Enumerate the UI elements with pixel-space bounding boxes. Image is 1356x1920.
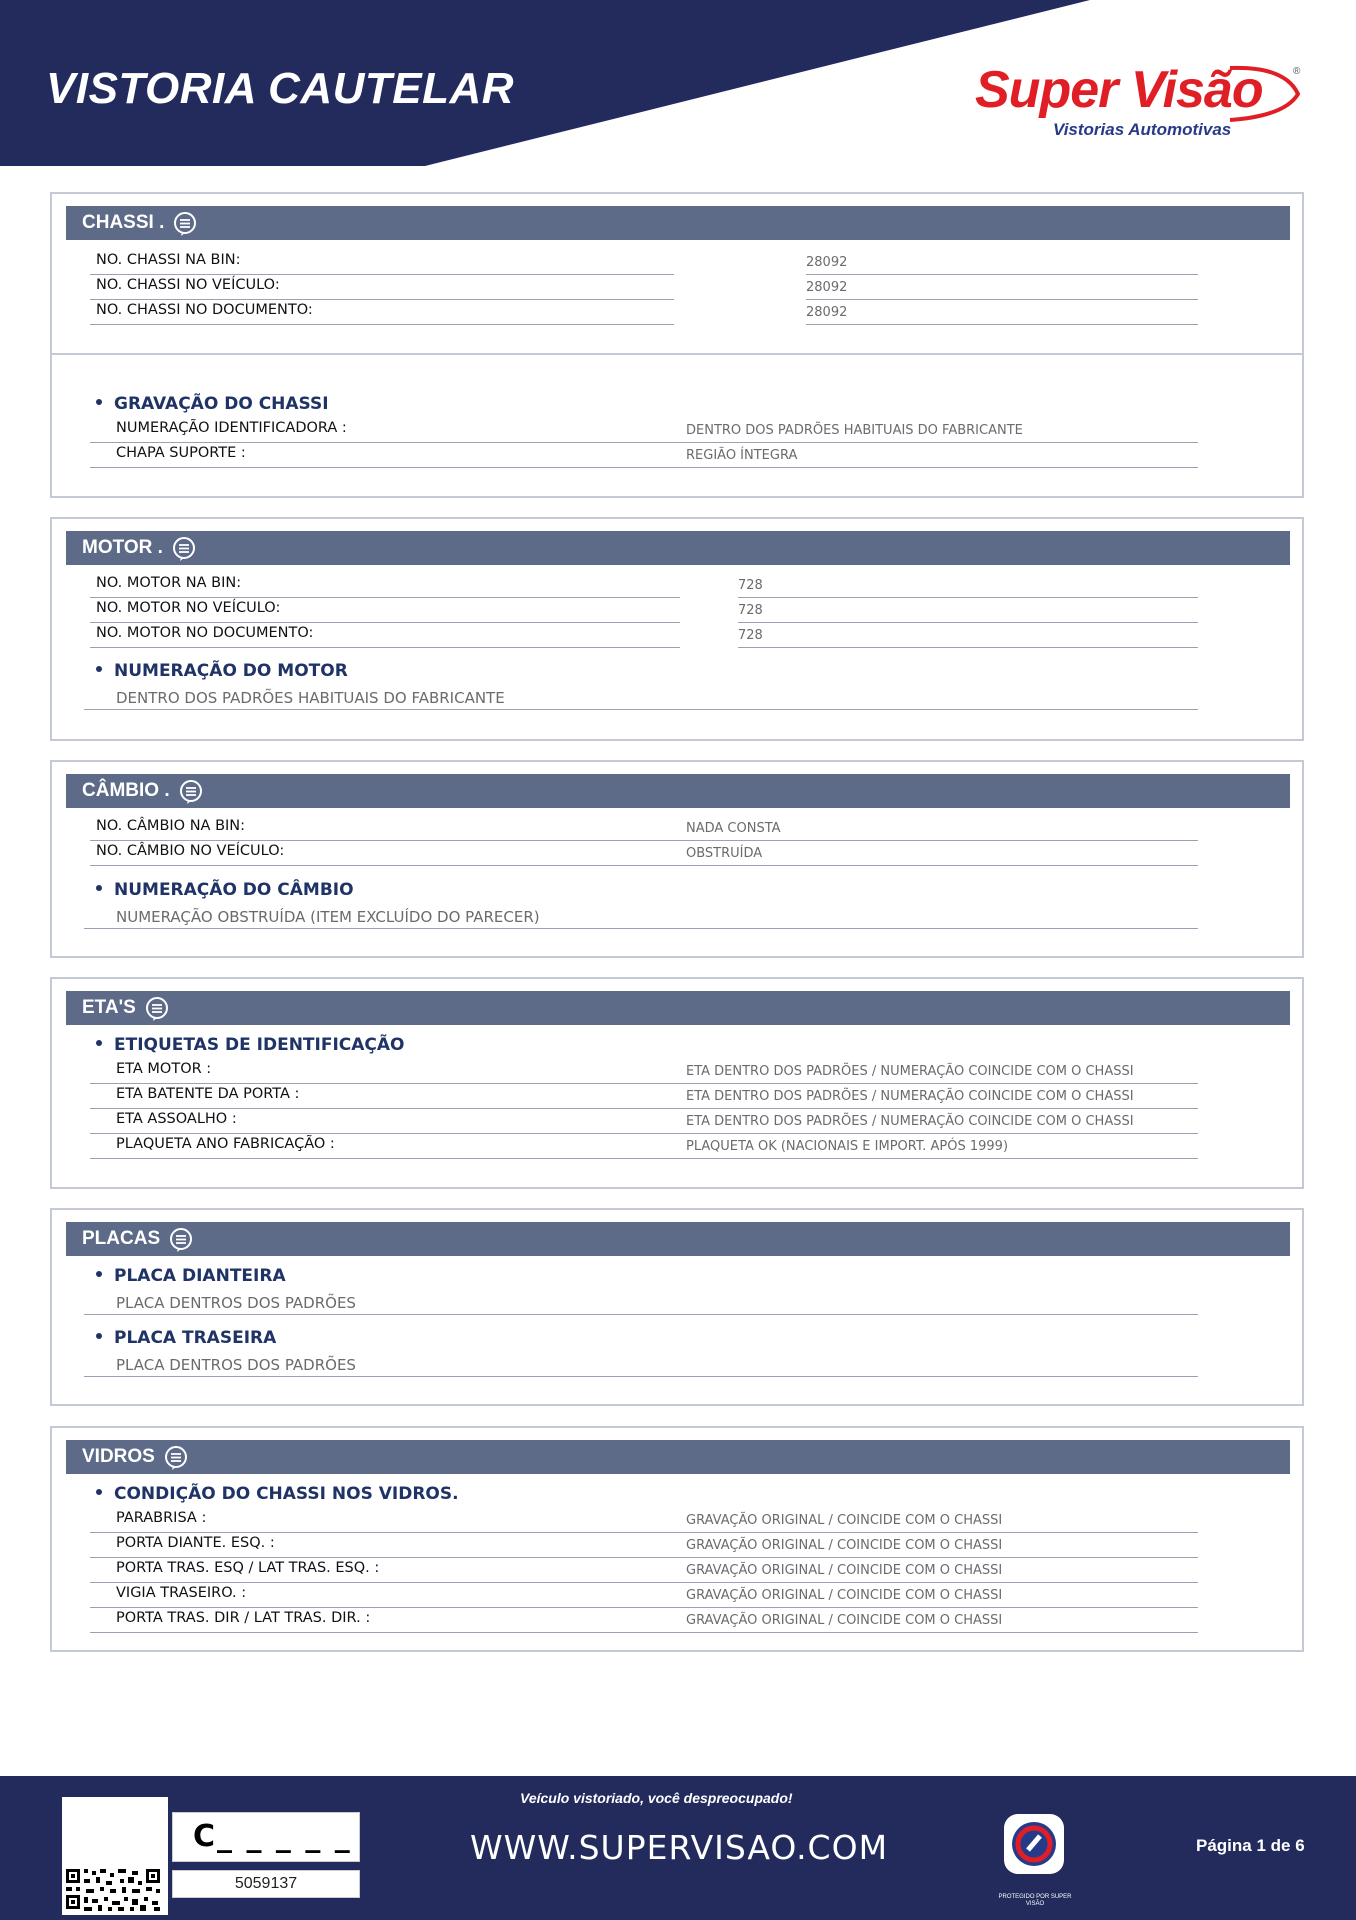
divider (90, 1158, 680, 1159)
etas-section (50, 977, 1304, 1189)
field-value: GRAVAÇÃO ORIGINAL / COINCIDE COM O CHASSI (686, 1588, 1003, 1603)
field-value: GRAVAÇÃO ORIGINAL / COINCIDE COM O CHASSI (686, 1538, 1003, 1553)
motor-row (96, 600, 1246, 624)
comment-icon[interactable] (163, 1444, 189, 1470)
motor-row (96, 625, 1246, 649)
gravacao-row (116, 445, 1246, 469)
divider (90, 1532, 680, 1533)
logo-text: Super Visão (975, 61, 1263, 119)
divider (680, 865, 1198, 866)
motor-section (50, 517, 1304, 741)
field-label: NO. CHASSI NA BIN: (96, 252, 241, 268)
eta-row (116, 1136, 1246, 1160)
bullet-title: NUMERAÇÃO DO CÂMBIO (96, 880, 354, 900)
note-text: DENTRO DOS PADRÕES HABITUAIS DO FABRICANTE (116, 689, 505, 707)
gravacao-row (116, 420, 1246, 444)
field-value: NADA CONSTA (686, 821, 781, 836)
website-link[interactable]: WWW.SUPERVISAO.COM (470, 1828, 889, 1867)
divider (680, 1133, 1198, 1134)
page-footer (0, 1776, 1356, 1920)
divider (90, 274, 674, 275)
page-header (0, 0, 1356, 166)
shield-badge-icon (1000, 1814, 1070, 1906)
eta-row (116, 1061, 1246, 1085)
divider (680, 442, 1198, 443)
bullet-title: PLACA TRASEIRA (96, 1328, 276, 1348)
field-value: PLAQUETA OK (NACIONAIS E IMPORT. APÓS 1999) (686, 1139, 1009, 1154)
motor-header (66, 531, 1290, 565)
field-label: PORTA TRAS. DIR / LAT TRAS. DIR. : (116, 1610, 371, 1626)
divider (90, 1133, 680, 1134)
document-title: VISTORIA CAUTELAR (46, 64, 515, 113)
field-label: NO. MOTOR NA BIN: (96, 575, 242, 591)
logo-subtitle: Vistorias Automotivas (1053, 120, 1232, 139)
motor-title: MOTOR . (82, 537, 163, 558)
report-number: 5059137 (172, 1870, 360, 1898)
field-label: VIGIA TRASEIRO. : (116, 1585, 247, 1601)
divider (84, 709, 1198, 710)
divider (90, 622, 680, 623)
field-value: 728 (738, 603, 763, 618)
field-label: PORTA TRAS. ESQ / LAT TRAS. ESQ. : (116, 1560, 380, 1576)
chassi-row (96, 302, 1246, 326)
vidro-row (116, 1510, 1246, 1534)
divider (90, 1607, 680, 1608)
note-text: PLACA DENTROS DOS PADRÕES (116, 1294, 356, 1312)
field-value: 28092 (806, 305, 848, 320)
field-label: ETA MOTOR : (116, 1061, 212, 1077)
placas-header (66, 1222, 1290, 1256)
divider (90, 647, 680, 648)
bullet-title: ETIQUETAS DE IDENTIFICAÇÃO (96, 1035, 405, 1055)
divider (680, 1582, 1198, 1583)
bullet-title: CONDIÇÃO DO CHASSI NOS VIDROS. (96, 1484, 459, 1504)
divider (680, 1108, 1198, 1109)
divider (90, 1083, 680, 1084)
page-number: Página 1 de 6 (1196, 1836, 1305, 1855)
eye-icon (1190, 64, 1300, 124)
qr-code[interactable] (62, 1797, 168, 1915)
divider (90, 1632, 680, 1633)
field-label: NO. MOTOR NO VEÍCULO: (96, 600, 281, 616)
footer-slogan: Veículo vistoriado, você despreocupado! (520, 1790, 793, 1806)
divider (84, 1314, 1198, 1315)
cambio-row (96, 843, 1246, 867)
divider (738, 647, 1198, 648)
field-label: PARABRISA : (116, 1510, 207, 1526)
divider (90, 442, 680, 443)
etas-header (66, 991, 1290, 1025)
divider (90, 840, 680, 841)
field-value: OBSTRUÍDA (686, 846, 763, 861)
section-divider (52, 353, 1302, 355)
field-label: NUMERAÇÃO IDENTIFICADORA : (116, 420, 347, 436)
qr-code-icon (62, 1797, 168, 1915)
comment-icon[interactable] (171, 535, 197, 561)
cambio-title: CÂMBIO . (82, 780, 170, 801)
field-label: CHAPA SUPORTE : (116, 445, 246, 461)
chassi-row (96, 277, 1246, 301)
divider (680, 1083, 1198, 1084)
field-label: NO. CÂMBIO NO VEÍCULO: (96, 843, 285, 859)
divider (84, 928, 1198, 929)
divider (90, 1582, 680, 1583)
chassi-header (66, 206, 1290, 240)
divider (806, 299, 1198, 300)
cambio-header (66, 774, 1290, 808)
etas-title: ETA'S (82, 997, 136, 1018)
comment-icon[interactable] (168, 1226, 194, 1252)
divider (90, 324, 674, 325)
bullet-title: PLACA DIANTEIRA (96, 1266, 286, 1286)
registered-mark: ® (1293, 66, 1301, 77)
divider (680, 840, 1198, 841)
field-value: 28092 (806, 280, 848, 295)
divider (90, 865, 680, 866)
chassi-row (96, 252, 1246, 276)
divider (806, 324, 1198, 325)
divider (84, 1376, 1198, 1377)
field-label: NO. CHASSI NO VEÍCULO: (96, 277, 280, 293)
field-value: DENTRO DOS PADRÕES HABITUAIS DO FABRICANTE (686, 423, 1023, 438)
divider (90, 467, 680, 468)
field-label: NO. MOTOR NO DOCUMENTO: (96, 625, 314, 641)
vidro-row (116, 1585, 1246, 1609)
divider (90, 299, 674, 300)
field-value: ETA DENTRO DOS PADRÕES / NUMERAÇÃO COINCIDE COM O CHASSI (686, 1089, 1134, 1104)
comment-icon[interactable] (144, 995, 170, 1021)
field-value: 728 (738, 578, 763, 593)
super-visao-logo (975, 60, 1305, 150)
vidros-header (66, 1440, 1290, 1474)
field-label: PORTA DIANTE. ESQ. : (116, 1535, 275, 1551)
field-label: ETA ASSOALHO : (116, 1111, 237, 1127)
divider (680, 1532, 1198, 1533)
field-label: ETA BATENTE DA PORTA : (116, 1086, 300, 1102)
divider (90, 1557, 680, 1558)
vidros-title: VIDROS (82, 1446, 155, 1467)
eta-row (116, 1086, 1246, 1110)
vidro-row (116, 1610, 1246, 1634)
chassi-title: CHASSI . (82, 212, 165, 233)
divider (680, 467, 1198, 468)
field-value: GRAVAÇÃO ORIGINAL / COINCIDE COM O CHASSI (686, 1513, 1003, 1528)
comment-icon[interactable] (178, 778, 204, 804)
vehicle-code: C_ _ _ _ _ (172, 1812, 360, 1862)
field-value: ETA DENTRO DOS PADRÕES / NUMERAÇÃO COINCIDE COM O CHASSI (686, 1114, 1134, 1129)
eta-row (116, 1111, 1246, 1135)
bullet-title: GRAVAÇÃO DO CHASSI (96, 394, 329, 414)
field-value: 28092 (806, 255, 848, 270)
field-label: NO. CÂMBIO NA BIN: (96, 818, 246, 834)
comment-icon[interactable] (172, 210, 198, 236)
vidro-row (116, 1560, 1246, 1584)
placas-section (50, 1208, 1304, 1406)
vidros-section (50, 1426, 1304, 1652)
field-label: NO. CHASSI NO DOCUMENTO: (96, 302, 313, 318)
divider (806, 274, 1198, 275)
vidro-row (116, 1535, 1246, 1559)
motor-row (96, 575, 1246, 599)
note-text: NUMERAÇÃO OBSTRUÍDA (ITEM EXCLUÍDO DO PARECER) (116, 908, 540, 926)
note-text: PLACA DENTROS DOS PADRÕES (116, 1356, 356, 1374)
divider (738, 622, 1198, 623)
divider (680, 1158, 1198, 1159)
badge-caption: PROTEGIDO POR SUPER VISÃO (998, 1894, 1072, 1907)
field-value: 728 (738, 628, 763, 643)
field-value: ETA DENTRO DOS PADRÕES / NUMERAÇÃO COINCIDE COM O CHASSI (686, 1064, 1134, 1079)
cambio-section (50, 760, 1304, 958)
divider (680, 1632, 1198, 1633)
divider (680, 1607, 1198, 1608)
chassi-section (50, 192, 1304, 498)
bullet-title: NUMERAÇÃO DO MOTOR (96, 661, 348, 681)
placas-title: PLACAS (82, 1228, 161, 1249)
field-label: PLAQUETA ANO FABRICAÇÃO : (116, 1136, 335, 1152)
divider (738, 597, 1198, 598)
divider (90, 597, 680, 598)
divider (680, 1557, 1198, 1558)
field-value: REGIÃO ÍNTEGRA (686, 448, 798, 463)
cambio-row (96, 818, 1246, 842)
divider (90, 1108, 680, 1109)
field-value: GRAVAÇÃO ORIGINAL / COINCIDE COM O CHASSI (686, 1613, 1003, 1628)
field-value: GRAVAÇÃO ORIGINAL / COINCIDE COM O CHASSI (686, 1563, 1003, 1578)
